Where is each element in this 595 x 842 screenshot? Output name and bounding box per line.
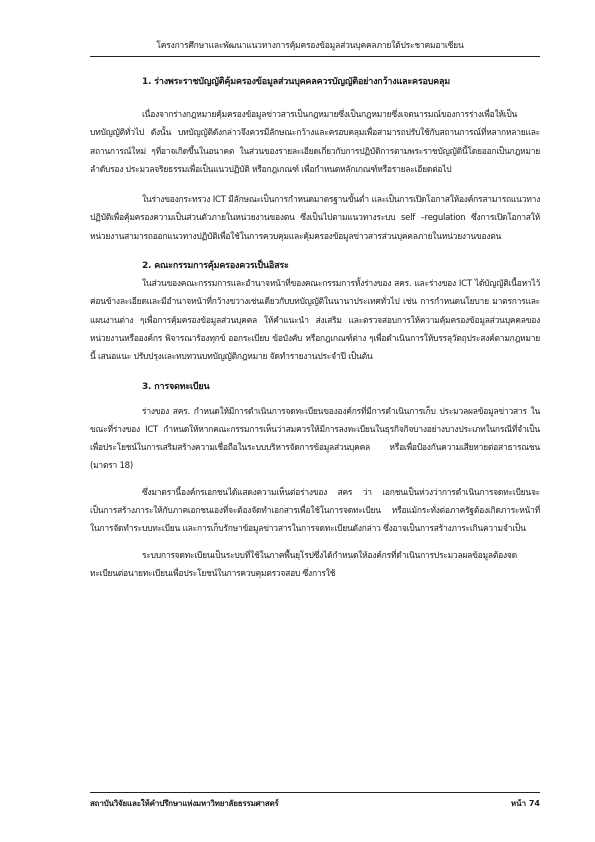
page-header-title: โครงการศึกษาและพัฒนาแนวทางการคุ้มครองข้อมูลส่วนบุคคลภายใต้ประชาคมอาเซียน [156,41,464,51]
section-3-paragraph-3: ระบบการจดทะเบียนเป็นระบบที่ใช้ในภาคพื้นยุโรปซึ่งได้กำหนดให้องค์กรที่ดำเนินการประมวลผลข้อมูลต้องจดทะเบียนต่อนายทะเบียนเพื่อประโยชน์ในการควบคุมตรวจสอบ ซึ่งการใช้ [90,550,517,579]
section-3-paragraph-2: ซึ่งมาตรานี้องค์กรเอกชนได้แสดงความเห็นต่อร่างของ สคร ว่า เอกชนเป็นห่วงว่าการดำเนินการจดทะเบียนจะเป็นการสร้างภาระให้กับภาคเอกชนเองที่จะต้องจัดทำเอกสารเพื่อใช้ในการจดทะเบียน หรือแม้กระทั่งต่อภาครัฐต้องเกิดภาระหน้าที่ในการจัดทำระบบทะเบียน และการเก็บรักษาข้อมูลข่าวสารในการจดทะเบียนดังกล่าว ซึ่งอาจเป็นการสร้างภาระเกินความจำเป็น [90,487,540,535]
footer-institution: สถาบันวิจัยและให้คำปรึกษาแห่งมหาวิทยาลัยธรรมศาสตร์ [90,799,279,808]
section-3-paragraph-1: ร่างของ สคร. กำหนดให้มีการดำเนินการจดทะเบียนขององค์กรที่มีการดำเนินการเก็บ ประมวลผลข้อมูลข่าวสาร ในขณะที่ร่างของ ICT กำหนดให้หากคณะกรรมการเห็นว่าสมควรให้มีการลงทะเบียนในธุรกิจกิจบางอย่างบางประเภทในกรณีที่จำเป็นเพื่อประโยชน์ในการเสริมสร้างความเชื่อถือในระบบบริหารจัดการข้อมูลส่วนบุคคล หรือเพื่อป้องกันความเสียหายต่อสาธารณชน (มาตรา 18) [90,406,540,472]
header-divider [90,56,540,57]
page-number: หน้า 74 [510,799,540,808]
section-1-heading: 1. ร่างพระราชบัญญัติคุ้มครองข้อมูลส่วนบุคคลควรบัญญัติอย่างกว้างและครอบคลุม [142,77,451,87]
footer-divider [90,792,540,793]
section-2-paragraph-1: ในส่วนของคณะกรรมการและอำนาจหน้าที่ของคณะกรรมการทั้งร่างของ สคร. และร่างของ ICT ได้บัญญัติเนื้อหาไว้ค่อนข้างละเอียดและมีอำนาจหน้าที่กว้างขวางเช่นเดียวกับบทบัญญัติในนานาประเทศทั่วไป เช่น การกำหนดนโยบาย มาตรการและแผนงานต่าง ๆเพื่อการคุ้มครองข้อมูลส่วนบุคคล ให้คำแนะนำ ส่งเสริม และตรวจสอบการให้ความคุ้มครองข้อมูลส่วนบุคคลของหน่วยงานหรือองค์กร พิจารณาร้องทุกข์ ออกระเบียบ ข้อบังคับ หรือกฎเกณฑ์ต่าง ๆเพื่อดำเนินการให้บรรลุวัตถุประสงค์ตามกฎหมายนี้ เสนอแนะ ปรับปรุงและทบทวนบทบัญญัติกฎหมาย จัดทำรายงานประจำปี เป็นต้น [90,279,540,363]
section-1-paragraph-1: เนื่องจากร่างกฎหมายคุ้มครองข้อมูลข่าวสารเป็นกฎหมายซึ่งเป็นกฎหมายซึ่งเจตนารมณ์ของการร่างเพื่อให้เป็นบทบัญญัติทั่วไป ดังนั้น บทบัญญัติดังกล่าวจึงควรมีลักษณะกว้างและครอบคลุมเพื่อสามารถปรับใช้กับสถานการณ์ที่หลากหลายและสถานการณ์ใหม่ ๆที่อาจเกิดขึ้นในอนาคต ในส่วนของรายละเอียดเกี่ยวกับการปฏิบัติการตามพระราชบัญญัตินี้โดยออกเป็นกฎหมายลำดับรอง ประมวลจริยธรรมเพื่อเป็นแนวปฏิบัติ หรือกฎเกณฑ์ เพื่อกำหนดหลักเกณฑ์หรือรายละเอียดต่อไป [90,110,540,175]
section-2-heading: 2. คณะกรรมการคุ้มครองควรเป็นอิสระ [142,261,289,272]
document-body [90,74,540,591]
section-1-paragraph-2: ในร่างของกระทรวง ICT มีลักษณะเป็นการกำหนดมาตรฐานขั้นต่ำ และเป็นการเปิดโอกาสให้องค์กรสามารถแนวทางปฏิบัติเพื่อคุ้มครองความเป็นส่วนตัวภายในหน่วยงานของตน ซึ่งเป็นไปตามแนวทางระบบ self –regulation ซึ่งการเปิดโอกาสให้หน่วยงานสามารถออกแนวทางปฏิบัติเพื่อใช้ในการควบคุมและคุ้มครองข้อมูลข่าวสารส่วนบุคคลภายในหน่วยงานของตน [90,195,540,242]
section-3-heading: 3. การจดทะเบียน [142,381,210,392]
